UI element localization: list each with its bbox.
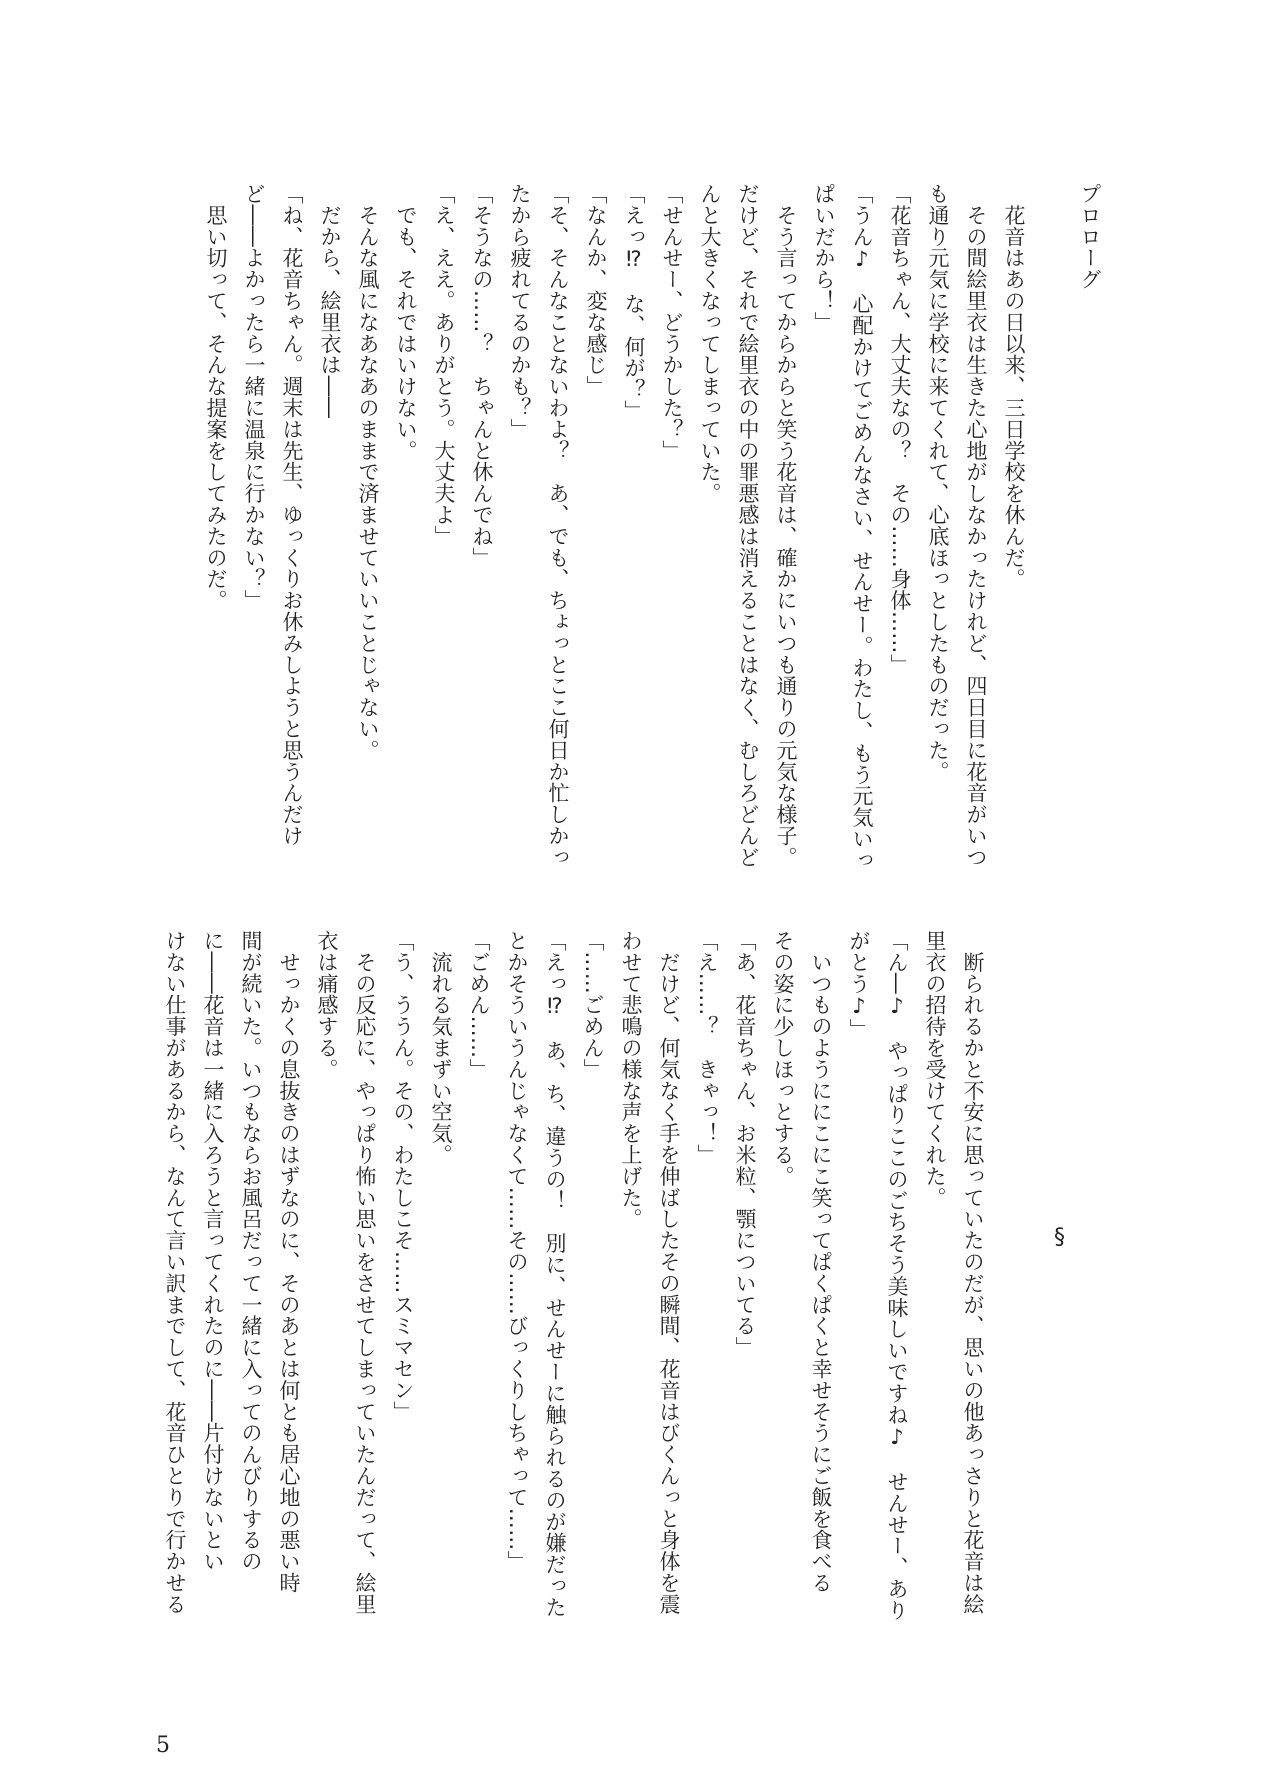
- text-line: 「ね、花音ちゃん。週末は先生、ゆっくりお休みしようと思うんだけ: [280, 183, 304, 847]
- text-line: 思い切って、そんな提案をしてみたのだ。: [204, 183, 228, 611]
- text-line: だけど、何気なく手を伸ばしたその瞬間、花音はびくんっと身体を震: [657, 930, 681, 1615]
- text-line: その反応に、やっぱり怖い思いをさせてしまっていたんだって、絵里: [353, 930, 377, 1615]
- section-break-mark: §: [1054, 1225, 1065, 1250]
- text-line: 「ん―♪ やっぱりここのごちそう美味しいですね♪ せんせー、あり: [885, 930, 909, 1621]
- text-line: けない仕事があるから、なんて言い訳までして、花音ひとりで行かせる: [163, 930, 187, 1615]
- text-line: たから疲れてるのかも？」: [508, 183, 532, 440]
- top-text-block: [197, 183, 1109, 883]
- text-line: 断られるかと不安に思っていたのだが、思いの他あっさりと花音は絵: [961, 930, 985, 1615]
- text-line: その間絵里衣は生きた心地がしなかったけれど、四日目に花音がいつ: [964, 183, 988, 868]
- text-line: でも、それではいけない。: [394, 183, 418, 462]
- text-line: 「えっ⁉ な、何が？」: [622, 183, 646, 422]
- text-line: んと大きくなってしまっていた。: [698, 183, 722, 504]
- text-line: とかそういうんじゃなくて……その……びっくりしちゃって……」: [505, 930, 529, 1572]
- text-line: 「せんせー、どうかした？」: [660, 183, 684, 462]
- text-line: 「あ、花音ちゃん、お米粒、顎についてる」: [733, 930, 757, 1358]
- text-line: 「えっ⁉ あ、ち、違うの！ 別に、せんせーに触られるのが嫌だった: [543, 930, 567, 1618]
- text-line: 間が続いた。いつもならお風呂だって一緒に入ってのんびりするの: [239, 930, 263, 1572]
- text-line: 「なんか、変な感じ」: [584, 183, 608, 397]
- text-line: いつものようににこにこ笑ってぱくぱくと幸せそうにご飯を食べる: [809, 930, 833, 1594]
- text-line: ぱいだから！」: [812, 183, 836, 333]
- text-line: 「……ごめん」: [581, 930, 605, 1080]
- text-line: わせて悲鳴の様な声を上げた。: [619, 930, 643, 1230]
- text-line: がとう♪」: [847, 930, 871, 1040]
- text-line: 「そ、そんなことないわよ？ あ、でも、ちょっとここ何日か忙しかっ: [546, 183, 570, 868]
- text-line: だけど、それで絵里衣の中の罪悪感は消えることはなく、むしろどんど: [736, 183, 760, 868]
- text-line: 「うん♪ 心配かけてごめんなさい、せんせー。わたし、もう元気いっ: [850, 183, 874, 871]
- text-line: せっかくの息抜きのはずなのに、そのあとは何とも居心地の悪い時: [277, 930, 301, 1594]
- title-spacer: [1033, 183, 1071, 883]
- text-line: そう言ってからからと笑う花音は、確かにいつも通りの元気な様子。: [774, 183, 798, 868]
- text-line: 里衣の招待を受けてくれた。: [923, 930, 947, 1209]
- text-line: 流れる気まずい空気。: [429, 930, 453, 1166]
- text-line: 「え、ええ。ありがとう。大丈夫よ」: [432, 183, 456, 547]
- text-line: に――花音は一緒に入ろうと言ってくれたのに――片付けないとい: [201, 930, 225, 1572]
- text-line: 「そうなの……？ ちゃんと休んでね」: [470, 183, 494, 569]
- text-line: 「ごめん……」: [467, 930, 491, 1080]
- text-line: 「え……？ きゃっ！」: [695, 930, 719, 1166]
- text-line: ど――よかったら一緒に温泉に行かない？」: [242, 183, 266, 611]
- bottom-text-block: [156, 930, 992, 1630]
- text-line: 花音はあの日以来、三日学校を休んだ。: [1002, 183, 1026, 590]
- text-line: 衣は痛感する。: [315, 930, 339, 1080]
- text-line: も通り元気に学校に来てくれて、心底ほっとしたものだった。: [926, 183, 950, 783]
- text-line: その姿に少しほっとする。: [771, 930, 795, 1187]
- text-line: 「う、ううん。その、わたしこそ……スミマセン」: [391, 930, 415, 1423]
- text-line: 「花音ちゃん、大丈夫なの？ その……身体……」: [888, 183, 912, 676]
- chapter-title: プロローグ: [1078, 183, 1102, 290]
- page-number: 5: [156, 1733, 170, 1758]
- text-line: そんな風になあなあのままで済ませていいことじゃない。: [356, 183, 380, 761]
- text-line: だから、絵里衣は――: [318, 183, 342, 419]
